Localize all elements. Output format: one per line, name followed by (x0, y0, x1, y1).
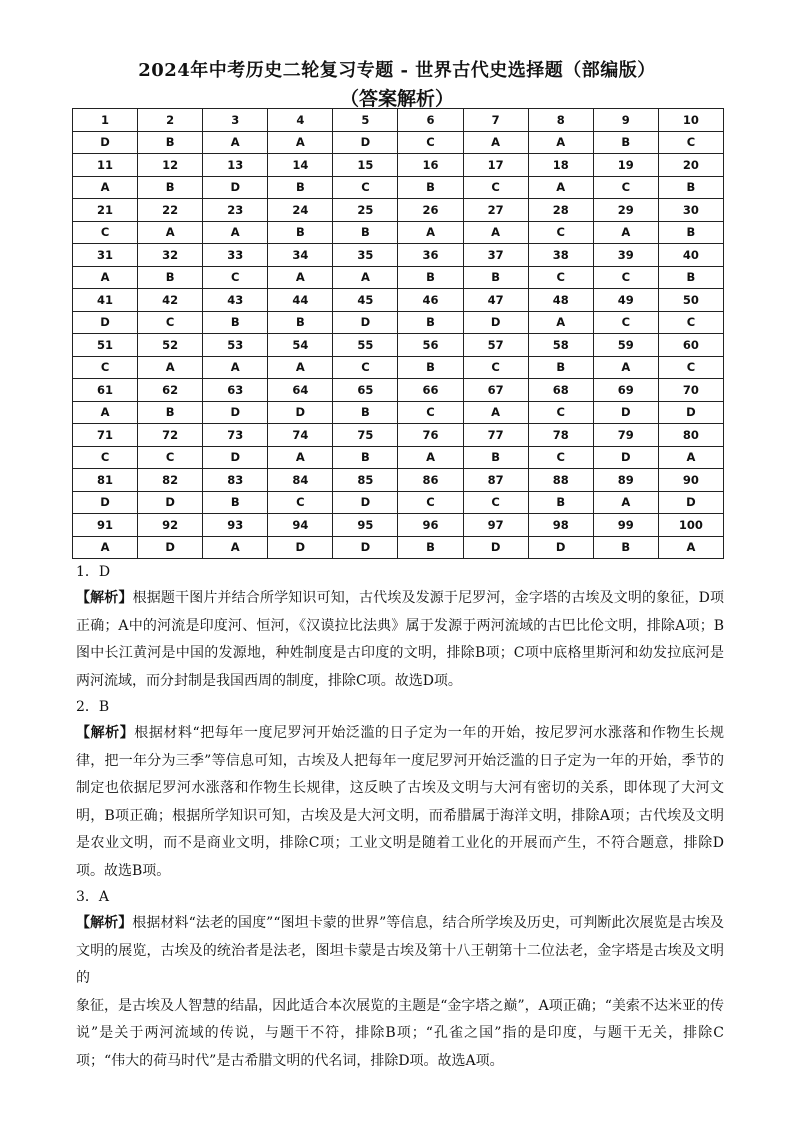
question-number-cell: 100 (658, 514, 723, 537)
question-number-cell: 7 (463, 109, 528, 132)
question-number-cell: 32 (138, 244, 203, 267)
answer-cell: A (528, 131, 593, 154)
answer-cell: C (658, 131, 723, 154)
question-number-cell: 65 (333, 379, 398, 402)
question-number-cell: 20 (658, 154, 723, 177)
answer-row (73, 311, 724, 334)
answer-row (73, 176, 724, 199)
question-number-cell: 18 (528, 154, 593, 177)
question-number-cell: 97 (463, 514, 528, 537)
answer-row (73, 446, 724, 469)
answer-cell: A (268, 446, 333, 469)
answer-cell: B (333, 446, 398, 469)
question-number-cell: 15 (333, 154, 398, 177)
question-number-cell: 4 (268, 109, 333, 132)
question-number-cell: 24 (268, 199, 333, 222)
answer-cell: B (398, 356, 463, 379)
answer-cell: C (593, 311, 658, 334)
question-number-cell: 77 (463, 424, 528, 447)
question-number-cell: 43 (203, 289, 268, 312)
answer-cell: B (463, 266, 528, 289)
answer-cell: D (268, 401, 333, 424)
question-number-cell: 89 (593, 469, 658, 492)
answer-cell: B (333, 401, 398, 424)
answer-row (73, 536, 724, 559)
answer-cell: B (398, 266, 463, 289)
answer-cell: D (658, 491, 723, 514)
question-number-cell: 39 (593, 244, 658, 267)
question-number-cell: 44 (268, 289, 333, 312)
answer-cell: B (138, 131, 203, 154)
answer-cell: C (73, 356, 138, 379)
answer-cell: A (203, 221, 268, 244)
answer-cell: A (593, 356, 658, 379)
question-number-cell: 22 (138, 199, 203, 222)
question-number-cell: 31 (73, 244, 138, 267)
question-number-cell: 30 (658, 199, 723, 222)
question-number-cell: 63 (203, 379, 268, 402)
answer-cell: C (138, 446, 203, 469)
answer-cell: B (398, 536, 463, 559)
answer-cell: A (203, 536, 268, 559)
answer-cell: C (528, 446, 593, 469)
answer-cell: C (398, 131, 463, 154)
question-number-cell: 81 (73, 469, 138, 492)
answer-cell: B (138, 176, 203, 199)
answer-cell: B (463, 446, 528, 469)
answer-cell: A (333, 266, 398, 289)
question-number-cell: 23 (203, 199, 268, 222)
question-number-cell: 66 (398, 379, 463, 402)
question-number-cell: 57 (463, 334, 528, 357)
question-number-row (73, 379, 724, 402)
answer-cell: D (333, 311, 398, 334)
question-number-cell: 56 (398, 334, 463, 357)
question-number-cell: 90 (658, 469, 723, 492)
question-number-cell: 35 (333, 244, 398, 267)
answer-cell: B (398, 176, 463, 199)
question-number-cell: 16 (398, 154, 463, 177)
answer-cell: D (73, 491, 138, 514)
question-number-cell: 69 (593, 379, 658, 402)
answer-cell: B (203, 311, 268, 334)
answer-cell: C (528, 266, 593, 289)
question-number-cell: 36 (398, 244, 463, 267)
question-number-cell: 46 (398, 289, 463, 312)
question-number-cell: 87 (463, 469, 528, 492)
question-number-cell: 95 (333, 514, 398, 537)
question-number-cell: 8 (528, 109, 593, 132)
answer-cell: C (73, 221, 138, 244)
question-number-row (73, 199, 724, 222)
answer-cell: D (73, 131, 138, 154)
question-number-cell: 50 (658, 289, 723, 312)
question-number-cell: 75 (333, 424, 398, 447)
question-number-cell: 76 (398, 424, 463, 447)
question-number-cell: 88 (528, 469, 593, 492)
question-number-cell: 19 (593, 154, 658, 177)
question-number-cell: 49 (593, 289, 658, 312)
answer-cell: A (73, 176, 138, 199)
question-number-cell: 61 (73, 379, 138, 402)
question-number-cell: 84 (268, 469, 333, 492)
question-number-cell: 11 (73, 154, 138, 177)
item-analysis (76, 720, 724, 885)
question-number-cell: 73 (203, 424, 268, 447)
question-number-cell: 21 (73, 199, 138, 222)
answer-cell: D (203, 446, 268, 469)
question-number-cell: 86 (398, 469, 463, 492)
answer-cell: D (333, 491, 398, 514)
question-number-cell: 70 (658, 379, 723, 402)
answer-cell: D (138, 536, 203, 559)
answer-cell: B (138, 266, 203, 289)
answer-cell: D (658, 401, 723, 424)
answer-row (73, 266, 724, 289)
question-number-cell: 3 (203, 109, 268, 132)
item-analysis-continued: 象征，是古埃及人智慧的结晶，因此适合本次展览的主题是“金字塔之巅”，A项正确；“美索不达米亚的传说”是关于两河流域的传说，与题干不符，排除B项；“孔雀之国”指的是印度，与题干无关，排除C项；“伟大的荷马时代”是古希腊文明的代名词，排除D项。故选A项。 (76, 997, 724, 1069)
question-number-cell: 5 (333, 109, 398, 132)
question-number-cell: 79 (593, 424, 658, 447)
question-number-cell: 92 (138, 514, 203, 537)
answer-cell: C (593, 176, 658, 199)
question-number-cell: 83 (203, 469, 268, 492)
item-number: 1．D (76, 564, 111, 580)
answer-cell: B (593, 536, 658, 559)
answer-cell: A (73, 536, 138, 559)
question-number-cell: 27 (463, 199, 528, 222)
answer-cell: A (73, 401, 138, 424)
question-number-cell: 45 (333, 289, 398, 312)
question-number-cell: 67 (463, 379, 528, 402)
answer-cell: C (333, 176, 398, 199)
question-number-cell: 96 (398, 514, 463, 537)
question-number-row (73, 424, 724, 447)
question-number-row (73, 514, 724, 537)
answer-cell: C (268, 491, 333, 514)
question-number-cell: 37 (463, 244, 528, 267)
question-number-cell: 42 (138, 289, 203, 312)
question-number-cell: 41 (73, 289, 138, 312)
answer-cell: A (138, 356, 203, 379)
answer-cell: C (463, 491, 528, 514)
answer-cell: A (203, 131, 268, 154)
question-number-cell: 26 (398, 199, 463, 222)
question-number-cell: 25 (333, 199, 398, 222)
answer-cell: B (203, 491, 268, 514)
question-number-cell: 6 (398, 109, 463, 132)
question-number-cell: 80 (658, 424, 723, 447)
answer-cell: B (333, 221, 398, 244)
answer-cell: A (268, 356, 333, 379)
question-number-cell: 9 (593, 109, 658, 132)
answer-cell: D (73, 311, 138, 334)
question-number-cell: 68 (528, 379, 593, 402)
question-number-cell: 14 (268, 154, 333, 177)
answer-cell: A (398, 221, 463, 244)
item-analysis (76, 910, 724, 993)
document-title: 2024年中考历史二轮复习专题 - 世界古代史选择题（部编版） (138, 60, 656, 81)
question-number-cell: 72 (138, 424, 203, 447)
answer-row (73, 401, 724, 424)
answer-cell: C (463, 176, 528, 199)
answer-cell: C (138, 311, 203, 334)
answer-cell: B (138, 401, 203, 424)
analysis-section (76, 560, 724, 1075)
answer-cell: B (658, 221, 723, 244)
answer-cell: D (268, 536, 333, 559)
answer-row (73, 221, 724, 244)
answer-cell: A (73, 266, 138, 289)
answer-cell: B (268, 311, 333, 334)
question-number-cell: 47 (463, 289, 528, 312)
question-number-cell: 94 (268, 514, 333, 537)
analysis-text: 根据材料“法老的国度”“图坦卡蒙的世界”等信息，结合所学埃及历史，可判断此次展览是古埃及文明的展览，古埃及的统治者是法老，图坦卡蒙是古埃及第十八王朝第十二位法老，金字塔是古埃及文明的 (76, 915, 724, 986)
item-number: 3．A (76, 889, 110, 905)
answer-cell: A (528, 311, 593, 334)
question-number-cell: 17 (463, 154, 528, 177)
answer-row (73, 131, 724, 154)
question-number-cell: 1 (73, 109, 138, 132)
answer-cell: C (528, 221, 593, 244)
question-number-cell: 85 (333, 469, 398, 492)
answer-cell: B (528, 356, 593, 379)
answer-cell: A (398, 446, 463, 469)
answer-cell: A (268, 266, 333, 289)
answer-cell: D (333, 131, 398, 154)
question-number-row (73, 244, 724, 267)
answer-cell: C (398, 491, 463, 514)
answer-cell: B (593, 131, 658, 154)
question-number-row (73, 289, 724, 312)
answer-cell: A (203, 356, 268, 379)
question-number-cell: 40 (658, 244, 723, 267)
item-analysis (76, 585, 724, 695)
answer-cell: C (658, 311, 723, 334)
question-number-cell: 62 (138, 379, 203, 402)
answer-cell: A (593, 491, 658, 514)
answer-row (73, 491, 724, 514)
answer-cell: D (138, 491, 203, 514)
question-number-cell: 82 (138, 469, 203, 492)
answer-cell: A (593, 221, 658, 244)
answer-cell: D (203, 401, 268, 424)
question-number-cell: 10 (658, 109, 723, 132)
question-number-cell: 13 (203, 154, 268, 177)
answer-cell: D (463, 311, 528, 334)
answer-cell: C (463, 356, 528, 379)
question-number-cell: 91 (73, 514, 138, 537)
question-number-row (73, 334, 724, 357)
question-number-cell: 28 (528, 199, 593, 222)
analysis-tag: 【解析】 (76, 590, 133, 606)
question-number-cell: 38 (528, 244, 593, 267)
item-number: 2．B (76, 699, 110, 715)
question-number-cell: 55 (333, 334, 398, 357)
question-number-cell: 71 (73, 424, 138, 447)
answer-cell: A (658, 446, 723, 469)
answer-cell: A (268, 131, 333, 154)
answer-cell: A (463, 401, 528, 424)
question-number-row (73, 469, 724, 492)
question-number-cell: 74 (268, 424, 333, 447)
answer-cell: B (268, 176, 333, 199)
question-number-cell: 34 (268, 244, 333, 267)
question-number-cell: 53 (203, 334, 268, 357)
question-number-cell: 98 (528, 514, 593, 537)
answer-cell: C (203, 266, 268, 289)
answer-row (73, 356, 724, 379)
answer-cell: D (528, 536, 593, 559)
answer-cell: B (658, 176, 723, 199)
analysis-tag: 【解析】 (76, 915, 133, 931)
answer-cell: C (593, 266, 658, 289)
answer-cell: A (658, 536, 723, 559)
question-number-cell: 48 (528, 289, 593, 312)
question-number-cell: 29 (593, 199, 658, 222)
question-number-cell: 99 (593, 514, 658, 537)
answer-cell: A (528, 176, 593, 199)
answer-cell: C (398, 401, 463, 424)
answer-cell: A (138, 221, 203, 244)
answer-cell: B (658, 266, 723, 289)
answer-cell: D (593, 446, 658, 469)
answer-cell: D (333, 536, 398, 559)
question-number-cell: 59 (593, 334, 658, 357)
answer-cell: B (528, 491, 593, 514)
answer-cell: A (463, 221, 528, 244)
question-number-cell: 54 (268, 334, 333, 357)
question-number-cell: 51 (73, 334, 138, 357)
question-number-cell: 60 (658, 334, 723, 357)
question-number-cell: 33 (203, 244, 268, 267)
question-number-row (73, 109, 724, 132)
question-number-cell: 64 (268, 379, 333, 402)
answer-cell: B (398, 311, 463, 334)
answer-cell: C (333, 356, 398, 379)
question-number-cell: 52 (138, 334, 203, 357)
question-number-cell: 58 (528, 334, 593, 357)
question-number-cell: 2 (138, 109, 203, 132)
question-number-cell: 93 (203, 514, 268, 537)
answer-cell: A (463, 131, 528, 154)
question-number-row (73, 154, 724, 177)
answer-cell: C (658, 356, 723, 379)
analysis-text: 根据题干图片并结合所学知识可知，古代埃及发源于尼罗河，金字塔的古埃及文明的象征，D项正确；A中的河流是印度河、恒河，《汉谟拉比法典》属于发源于两河流域的古巴比伦文明，排除A项；B图中长江黄河是中国的发源地，种姓制度是古印度的文明，排除B项；C项中底格里斯河和幼发拉底河是两河流域，而分封制是我国西周的制度，排除C项。故选D项。 (76, 590, 724, 689)
answer-cell: D (203, 176, 268, 199)
document-subtitle: （答案解析） (339, 88, 454, 110)
answer-cell: C (73, 446, 138, 469)
answer-cell: B (268, 221, 333, 244)
answer-table (72, 108, 724, 559)
analysis-text: 根据材料“把每年一度尼罗河开始泛滥的日子定为一年的开始，按尼罗河水涨落和作物生长规律，把一年分为三季”等信息可知，古埃及人把每年一度尼罗河开始泛滥的日子定为一年的开始，季节的制定也依据尼罗河水涨落和作物生长规律，这反映了古埃及文明与大河有密切的关系，即体现了大河文明，B项正确；根据所学知识可知，古埃及是大河文明，而希腊属于海洋文明，排除A项；古代埃及文明是农业文明，而不是商业文明，排除C项；工业文明是随着工业化的开展而产生，不符合题意，排除D项。故选B项。 (76, 725, 725, 879)
question-number-cell: 78 (528, 424, 593, 447)
question-number-cell: 12 (138, 154, 203, 177)
answer-cell: C (528, 401, 593, 424)
analysis-tag: 【解析】 (76, 725, 135, 741)
answer-cell: D (463, 536, 528, 559)
answer-cell: D (593, 401, 658, 424)
